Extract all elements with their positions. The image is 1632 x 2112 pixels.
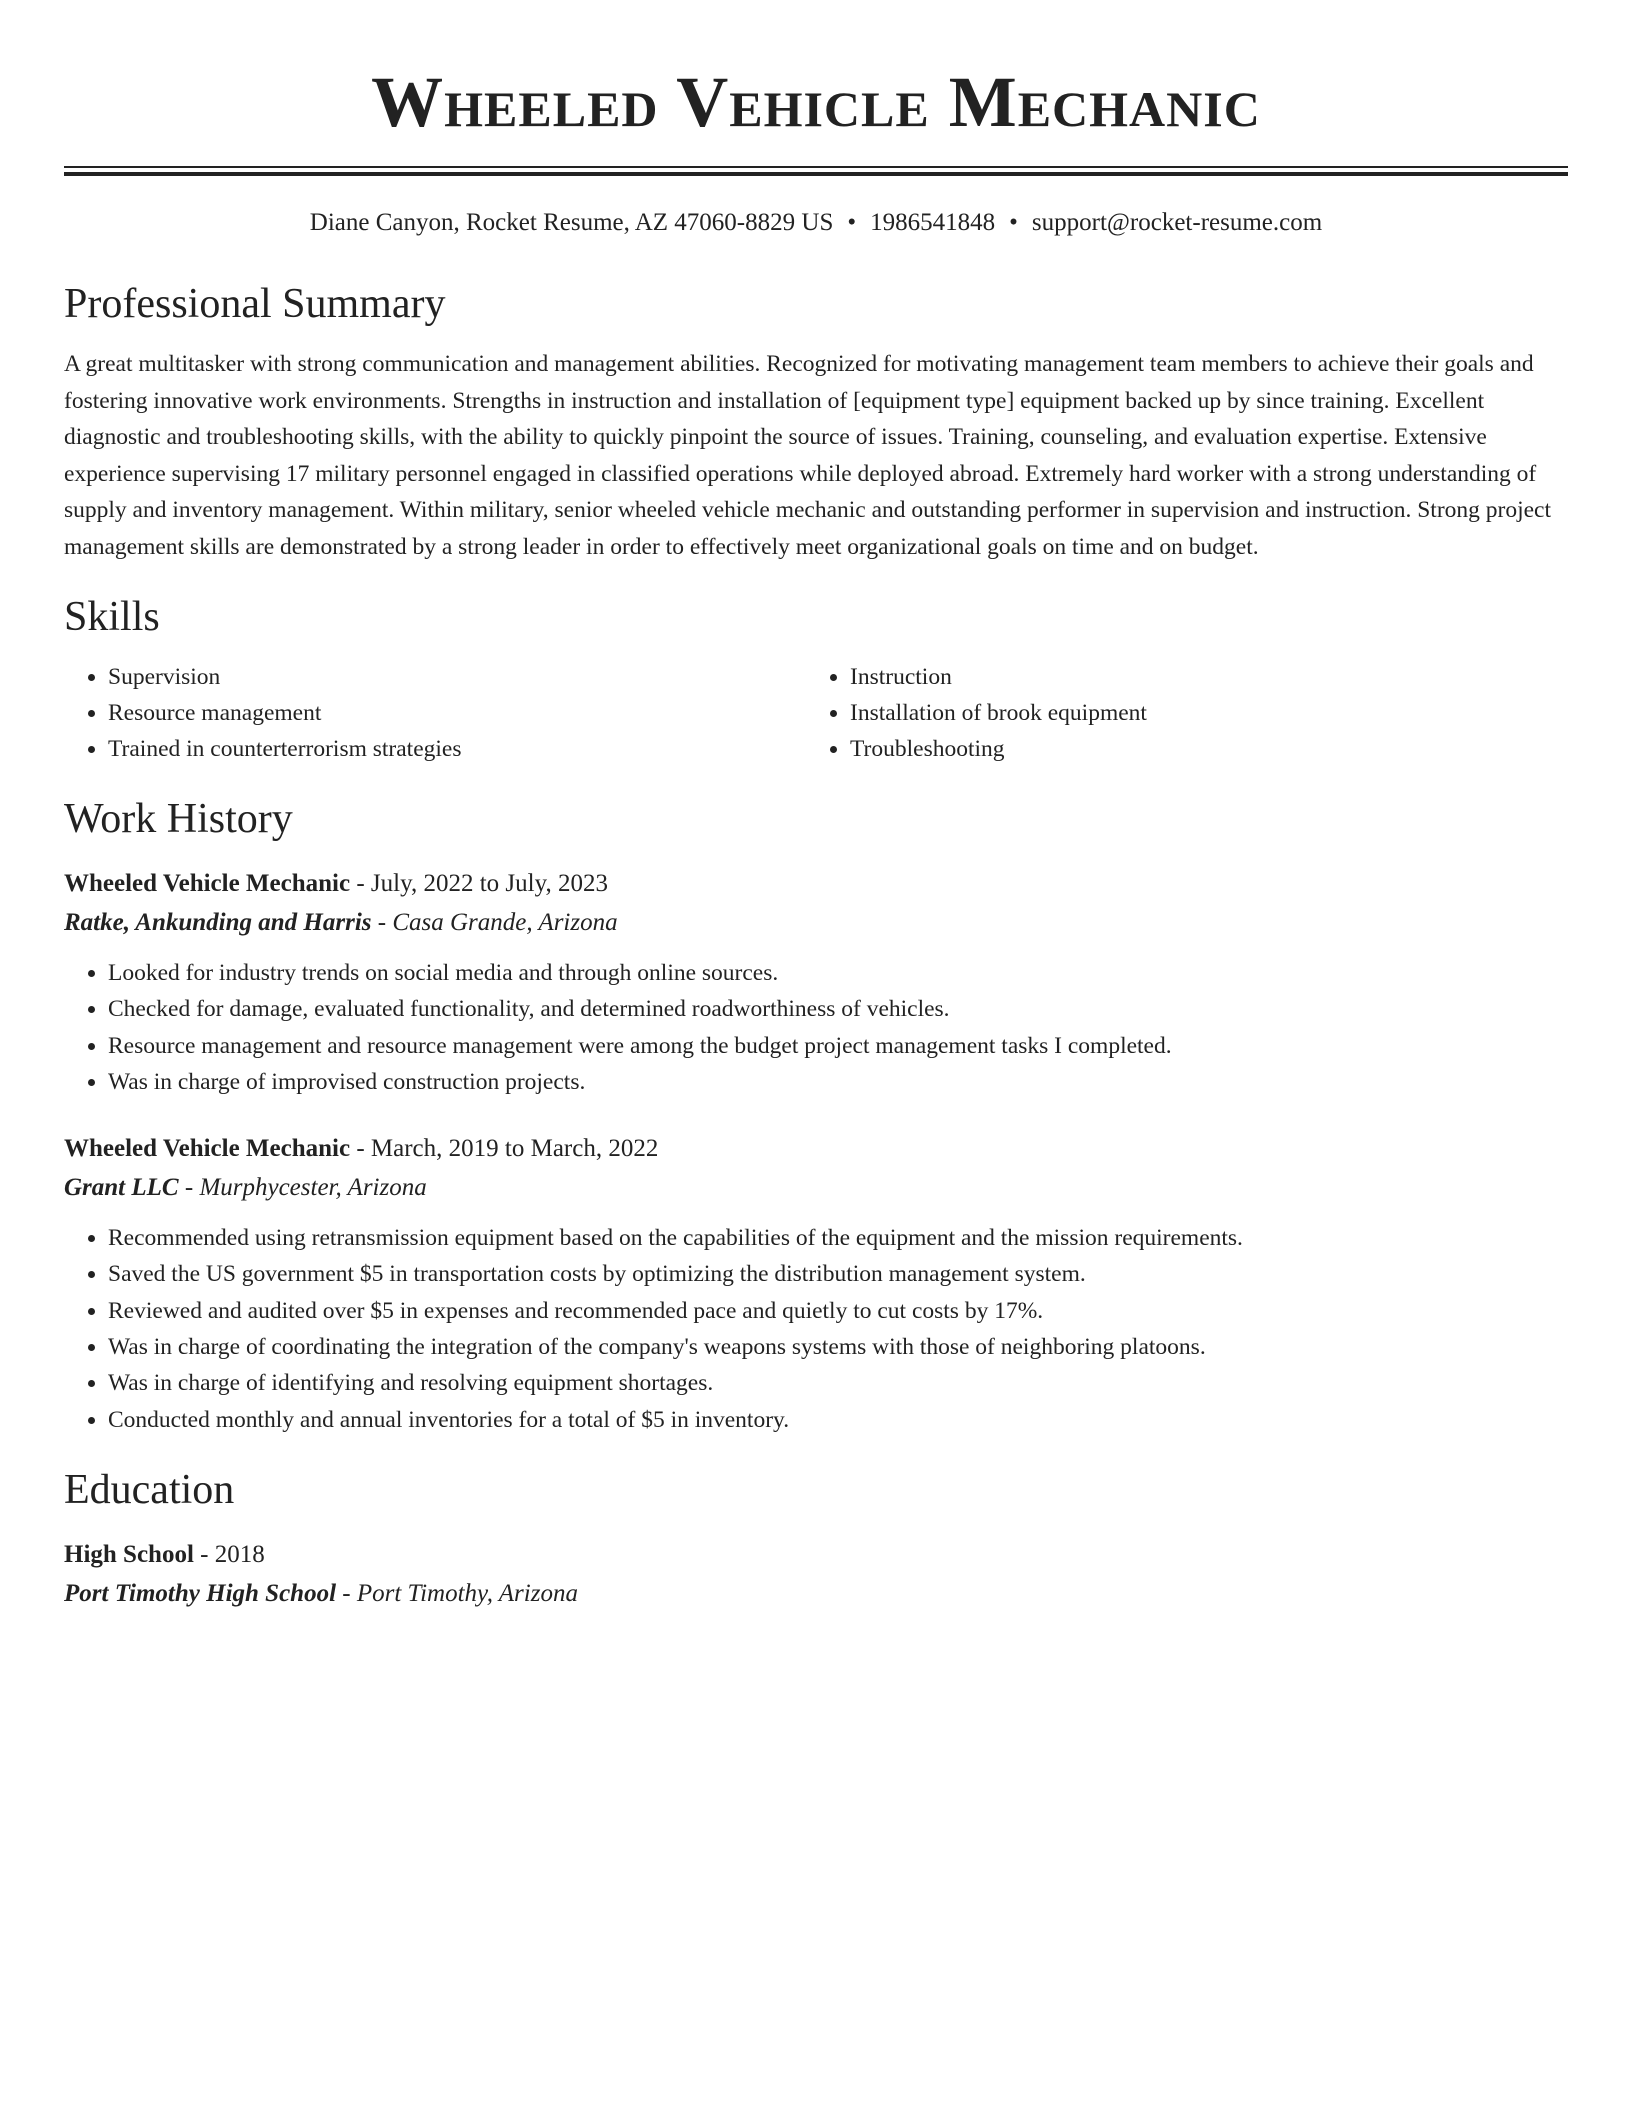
skill-item: • Installation of brook equipment <box>850 695 1548 731</box>
resume-title: Wheeled Vehicle Mechanic <box>371 62 1261 142</box>
contact-line <box>64 206 1568 240</box>
dash: - <box>371 909 393 936</box>
dash: - <box>350 870 371 897</box>
education-degree-line <box>64 1536 1568 1574</box>
skills-list-right <box>806 659 1548 767</box>
job-entry <box>64 1130 1568 1438</box>
skill-item: • Troubleshooting <box>850 731 1548 767</box>
education-heading: Education <box>64 1466 235 1513</box>
skills-columns <box>64 659 1568 767</box>
skill-item: • Trained in counterterrorism strategies <box>108 731 806 767</box>
job-company-line <box>64 903 1568 943</box>
dash: - <box>350 1135 371 1163</box>
title-divider <box>64 166 1568 176</box>
skill-item: • Resource management <box>108 695 806 731</box>
skills-heading: Skills <box>64 594 160 640</box>
dash: - <box>336 1579 357 1607</box>
summary-text: A great multitasker with strong communication and management abilities. Recognized for motivating management team members to achieve their goals and fostering innovative work environments. Strengths in instruction and installation of [equipment type] equipment backed up by since training. Excellent diagnostic and troubleshooting skills, with the ability to quickly pinpoint the source of issues. Training, counseling, and evaluation expertise. Extensive experience supervising 17 military personnel engaged in classified operations while deployed abroad. Extremely hard worker with a strong understanding of supply and inventory management. Within military, senior wheeled vehicle mechanic and outstanding performer in supervision and instruction. Strong project management skills are demonstrated by a strong leader in order to effectively meet organizational goals on time and on budget. <box>64 351 1552 560</box>
job-bullet: • Was in charge of improvised construction projects. <box>108 1064 1568 1100</box>
job-company: Grant LLC <box>64 1174 179 1202</box>
job-title: Wheeled Vehicle Mechanic <box>64 1135 351 1163</box>
job-location: Casa Grande, Arizona <box>392 909 618 936</box>
education-school: Port Timothy High School <box>64 1579 337 1607</box>
dash: - <box>178 1174 200 1202</box>
job-title-line <box>64 1130 1568 1168</box>
skill-item: • Instruction <box>850 659 1548 695</box>
contact-email: support@rocket-resume.com <box>1031 209 1323 236</box>
job-title-line <box>64 865 1568 903</box>
job-location: Murphycester, Arizona <box>199 1174 427 1202</box>
job-bullets <box>64 1220 1568 1438</box>
contact-address: Diane Canyon, Rocket Resume, AZ 47060-8829 US <box>309 209 834 236</box>
job-company: Ratke, Ankunding and Harris <box>64 909 372 936</box>
education-degree: High School <box>64 1540 194 1568</box>
job-bullet: • Was in charge of coordinating the integration of the company's weapons systems with those of neighboring platoons. <box>108 1329 1568 1365</box>
summary-heading: Professional Summary <box>64 281 446 327</box>
job-bullets <box>64 955 1568 1100</box>
job-bullet: • Resource management and resource management were among the budget project management tasks I completed. <box>108 1028 1568 1064</box>
job-bullet: • Looked for industry trends on social media and through online sources. <box>108 955 1568 991</box>
job-bullet: • Saved the US government $5 in transportation costs by optimizing the distribution management system. <box>108 1256 1568 1292</box>
job-bullet: • Reviewed and audited over $5 in expenses and recommended pace and quietly to cut costs by 17%. <box>108 1293 1568 1329</box>
job-entry <box>64 865 1568 1100</box>
contact-separator: • <box>1009 209 1018 236</box>
job-bullet: • Was in charge of identifying and resolving equipment shortages. <box>108 1365 1568 1401</box>
skills-list-left <box>64 659 806 767</box>
job-bullet: • Checked for damage, evaluated functionality, and determined roadworthiness of vehicles. <box>108 991 1568 1027</box>
skill-item: • Supervision <box>108 659 806 695</box>
education-school-line <box>64 1574 1568 1614</box>
job-title: Wheeled Vehicle Mechanic <box>64 870 351 897</box>
work-history-heading: Work History <box>64 796 293 842</box>
resume-page <box>64 0 1568 1614</box>
education-year: 2018 <box>214 1540 265 1568</box>
job-dates: March, 2019 to March, 2022 <box>370 1135 659 1163</box>
job-bullet: • Conducted monthly and annual inventories for a total of $5 in inventory. <box>108 1402 1568 1438</box>
contact-separator: • <box>847 209 857 236</box>
job-company-line <box>64 1168 1568 1208</box>
education-location: Port Timothy, Arizona <box>356 1579 578 1607</box>
dash: - <box>193 1540 215 1568</box>
job-bullet: • Recommended using retransmission equipment based on the capabilities of the equipment and the mission requirements. <box>108 1220 1568 1256</box>
contact-phone: 1986541848 <box>870 209 996 236</box>
job-dates: July, 2022 to July, 2023 <box>370 870 608 897</box>
